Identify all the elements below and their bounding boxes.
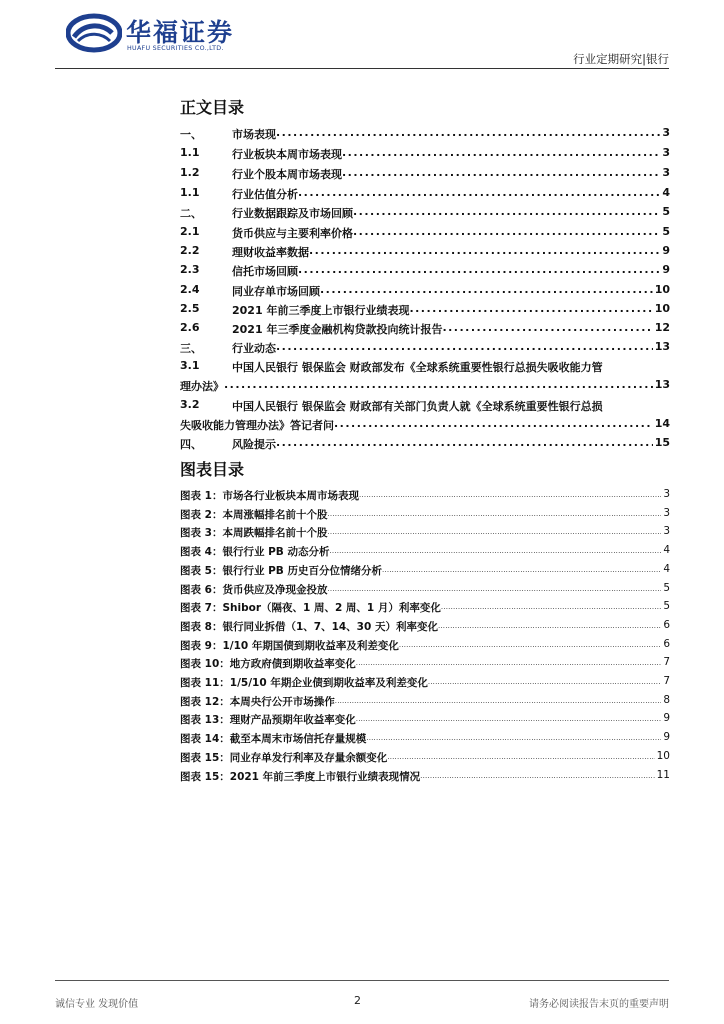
toc-entry-number: 3.1 [180, 359, 200, 372]
toc-entry-line [232, 436, 670, 452]
toc-entry[interactable] [180, 436, 670, 451]
toc-leader-dots [320, 283, 653, 299]
figure-entry[interactable] [180, 525, 670, 540]
header-divider [55, 68, 669, 69]
figure-entry-title: 图表 3：本周跌幅排名前十个股 [180, 527, 328, 540]
toc-leader-dots [276, 340, 653, 356]
toc-entry-page: 4 [662, 186, 670, 199]
figure-entry[interactable] [180, 563, 670, 578]
figure-leader-dots [327, 507, 661, 522]
toc-entry[interactable] [180, 205, 670, 220]
toc-entry-number: 2.4 [180, 283, 200, 296]
toc-entry-page: 5 [662, 205, 670, 218]
figure-entry[interactable] [180, 694, 670, 709]
figure-entry-title: 图表 8：银行同业拆借（1、7、14、30 天）利率变化 [180, 620, 438, 633]
toc-entry-page: 3 [662, 146, 670, 159]
figure-entry-title: 图表 11：1/5/10 年期企业债到期收益率及利差变化 [180, 677, 428, 689]
huafu-logo-icon [66, 13, 122, 53]
figure-leader-dots [356, 656, 662, 671]
toc-leader-dots [298, 263, 660, 279]
figure-entry-title: 图表 14：截至本周末市场信托存量规模 [180, 733, 367, 746]
footer-divider [55, 980, 669, 981]
figure-entry-title: 图表 4：银行行业 PB 动态分析 [180, 546, 330, 559]
figure-entry-page: 5 [663, 581, 670, 594]
figure-entry[interactable] [180, 769, 670, 784]
figure-entry-title: 图表 1：市场各行业板块本周市场表现 [180, 490, 359, 502]
toc-entry-title: 行业板块本周市场表现 [232, 148, 342, 161]
toc-leader-dots [298, 186, 660, 202]
figure-entry[interactable] [180, 619, 670, 634]
figure-entry-page: 7 [663, 656, 670, 669]
toc-entry-line [232, 321, 670, 337]
toc-entry-title: 中国人民银行 银保监会 财政部有关部门负责人就《全球系统重要性银行总损 [232, 400, 603, 413]
toc-leader-dots [353, 205, 660, 221]
toc-leader-dots [309, 244, 660, 260]
figure-entry-page: 10 [656, 749, 670, 762]
toc-entry-title-continued: 失吸收能力管理办法》答记者问 [180, 419, 334, 432]
toc-title: 正文目录 [180, 98, 245, 117]
figure-entry[interactable] [180, 507, 670, 522]
toc-entry-number: 2.3 [180, 263, 200, 276]
toc-entry-page: 5 [662, 225, 670, 238]
figure-entry[interactable] [180, 582, 670, 597]
toc-entry[interactable] [180, 146, 670, 161]
figure-entry-page: 4 [663, 544, 670, 557]
figure-entry-page: 6 [663, 618, 670, 631]
figure-entry[interactable] [180, 731, 670, 746]
toc-entry[interactable] [180, 359, 670, 374]
toc-entry-page: 3 [662, 126, 670, 139]
figure-entry[interactable] [180, 656, 670, 671]
toc-entry-line [232, 146, 670, 162]
toc-entry-title: 理财收益率数据 [232, 246, 309, 259]
toc-entry-line [232, 340, 670, 356]
figure-leader-dots [359, 488, 661, 503]
toc-entry-title: 中国人民银行 银保监会 财政部发布《全球系统重要性银行总损失吸收能力管 [232, 361, 603, 374]
toc-entry-number: 1.2 [180, 166, 200, 179]
toc-entry-title: 风险提示 [232, 438, 276, 451]
toc-entry-number: 3.2 [180, 398, 200, 411]
toc-leader-dots [353, 225, 660, 241]
toc-entry[interactable] [180, 166, 670, 181]
toc-entry-title: 2021 年前三季度上市银行业绩表现 [232, 304, 410, 317]
toc-leader-dots [276, 436, 653, 452]
figure-entry-page: 11 [656, 768, 670, 781]
toc-leader-dots [342, 166, 660, 182]
figure-leader-dots [428, 675, 661, 690]
figure-entry-page: 3 [663, 488, 670, 500]
figure-leader-dots [387, 750, 654, 765]
figure-leader-dots [420, 769, 654, 784]
figure-leader-dots [356, 712, 662, 727]
toc-leader-dots [409, 302, 652, 318]
toc-entry-line [232, 205, 670, 221]
figure-entry[interactable] [180, 600, 670, 615]
toc-entry-number: 2.6 [180, 321, 200, 334]
company-logo [66, 13, 256, 57]
toc-entry-line [232, 126, 670, 142]
figure-leader-dots [399, 638, 661, 653]
toc-entry-page: 12 [654, 321, 670, 334]
toc-leader-dots [342, 146, 660, 162]
figure-leader-dots [366, 731, 661, 746]
toc-leader-dots [334, 417, 653, 433]
figure-entry-page: 7 [663, 675, 670, 687]
toc-entry-line [232, 186, 670, 202]
toc-leader-dots [276, 126, 660, 142]
toc-entry[interactable] [180, 225, 670, 240]
toc-entry-title: 同业存单市场回顾 [232, 285, 320, 298]
figure-entry-page: 8 [663, 693, 670, 706]
page-number: 2 [354, 994, 361, 1007]
toc-entry-title-continued: 理办法》 [180, 380, 224, 393]
toc-leader-dots [224, 378, 653, 394]
figure-entry-title: 图表 12：本周央行公开市场操作 [180, 695, 335, 708]
toc-entry-number: 一、 [180, 128, 202, 141]
toc-entry[interactable] [180, 126, 670, 141]
toc-entry-continuation[interactable] [180, 417, 670, 432]
toc-entry-line [180, 417, 670, 433]
toc-entry-number: 2.5 [180, 302, 200, 315]
toc-entry[interactable] [180, 321, 670, 336]
toc-entry-title: 行业个股本周市场表现 [232, 168, 342, 181]
figure-entry-title: 图表 13：理财产品预期年收益率变化 [180, 714, 356, 727]
figure-entry-title: 图表 10：地方政府债到期收益率变化 [180, 658, 356, 671]
toc-entry-number: 1.1 [180, 186, 200, 199]
toc-entry-page: 15 [654, 436, 670, 449]
figure-leader-dots [438, 619, 661, 634]
toc-entry-line [180, 378, 670, 394]
logo-chinese-name: 华福证券 [126, 18, 235, 47]
toc-entry-line [232, 263, 670, 279]
toc-entry[interactable] [180, 244, 670, 259]
figure-leader-dots [382, 563, 661, 578]
toc-entry-number: 2.1 [180, 225, 200, 238]
toc-entry-page: 14 [654, 417, 670, 430]
figure-entry-title: 图表 7：Shibor（隔夜、1 周、2 周、1 月）利率变化 [180, 602, 441, 615]
toc-leader-dots [442, 321, 652, 337]
toc-entry-page: 9 [662, 263, 670, 276]
figure-entry-page: 3 [663, 506, 670, 519]
figure-leader-dots [441, 600, 661, 615]
footer-slogan: 诚信专业 发现价值 [55, 999, 139, 1010]
toc-entry-title: 行业数据跟踪及市场回顾 [232, 207, 353, 220]
toc-entry-title: 信托市场回顾 [232, 265, 298, 278]
figure-entry-page: 9 [663, 712, 670, 725]
toc-entry-continuation[interactable] [180, 378, 670, 393]
figure-entry[interactable] [180, 544, 670, 559]
logo-english-name: HUAFU SECURITIES CO.,LTD. [127, 45, 224, 52]
toc-entry-page: 9 [662, 244, 670, 257]
toc-entry-line [232, 283, 670, 299]
figure-entry-page: 4 [663, 562, 670, 575]
figure-entry[interactable] [180, 712, 670, 727]
toc-entry-title: 货币供应与主要利率价格 [232, 227, 353, 240]
report-category: 行业定期研究|银行 [573, 52, 669, 66]
toc-entry-title: 市场表现 [232, 128, 276, 141]
toc-entry[interactable] [180, 263, 670, 278]
figure-entry-page: 3 [663, 525, 670, 538]
figure-entry-title: 图表 6：货币供应及净现金投放 [180, 583, 328, 596]
toc-entry-number: 二、 [180, 207, 202, 220]
toc-entry-page: 13 [654, 378, 670, 391]
toc-entry-number: 1.1 [180, 146, 200, 159]
figure-entry-title: 图表 9：1/10 年期国债到期收益率及利差变化 [180, 639, 399, 652]
figure-entry-title: 图表 15：同业存单发行利率及存量余额变化 [180, 751, 388, 764]
figure-entry-page: 6 [663, 637, 670, 650]
figure-entry-title: 图表 15：2021 年前三季度上市银行业绩表现情况 [180, 770, 421, 783]
toc-entry-line [232, 302, 670, 318]
figure-entry-page: 5 [663, 600, 670, 613]
toc-entry-line [232, 244, 670, 260]
toc-entry-number: 三、 [180, 342, 202, 355]
toc-entry[interactable] [180, 186, 670, 201]
toc-entry-title: 行业估值分析 [232, 188, 298, 201]
toc-entry-page: 13 [654, 340, 670, 353]
toc-entry-title: 行业动态 [232, 342, 276, 355]
figure-entry[interactable] [180, 638, 670, 653]
toc-entry-page: 10 [654, 283, 670, 296]
figure-entry[interactable] [180, 488, 670, 503]
toc-entry-page: 3 [662, 166, 670, 179]
toc-entry-title: 2021 年三季度金融机构贷款投向统计报告 [232, 323, 443, 336]
footer-disclaimer: 请务必阅读报告末页的重要声明 [529, 999, 669, 1010]
toc-entry[interactable] [180, 398, 670, 413]
toc-entry[interactable] [180, 340, 670, 355]
figure-leader-dots [335, 694, 662, 709]
toc-entry[interactable] [180, 302, 670, 317]
toc-entry-line [232, 225, 670, 241]
figure-entry[interactable] [180, 675, 670, 690]
toc-entry-line [232, 166, 670, 182]
figure-entry-title: 图表 5：银行行业 PB 历史百分位情绪分析 [180, 564, 382, 577]
toc-entry-page: 10 [654, 302, 670, 315]
figure-leader-dots [327, 525, 661, 540]
figure-entry[interactable] [180, 750, 670, 765]
figure-leader-dots [329, 544, 661, 559]
toc-entry-number: 四、 [180, 438, 202, 451]
toc-entry[interactable] [180, 283, 670, 298]
toc-entry-number: 2.2 [180, 244, 200, 257]
figure-entry-page: 9 [663, 731, 670, 744]
figure-list-title: 图表目录 [180, 460, 245, 479]
figure-entry-title: 图表 2：本周涨幅排名前十个股 [180, 508, 328, 521]
figure-leader-dots [327, 582, 661, 597]
